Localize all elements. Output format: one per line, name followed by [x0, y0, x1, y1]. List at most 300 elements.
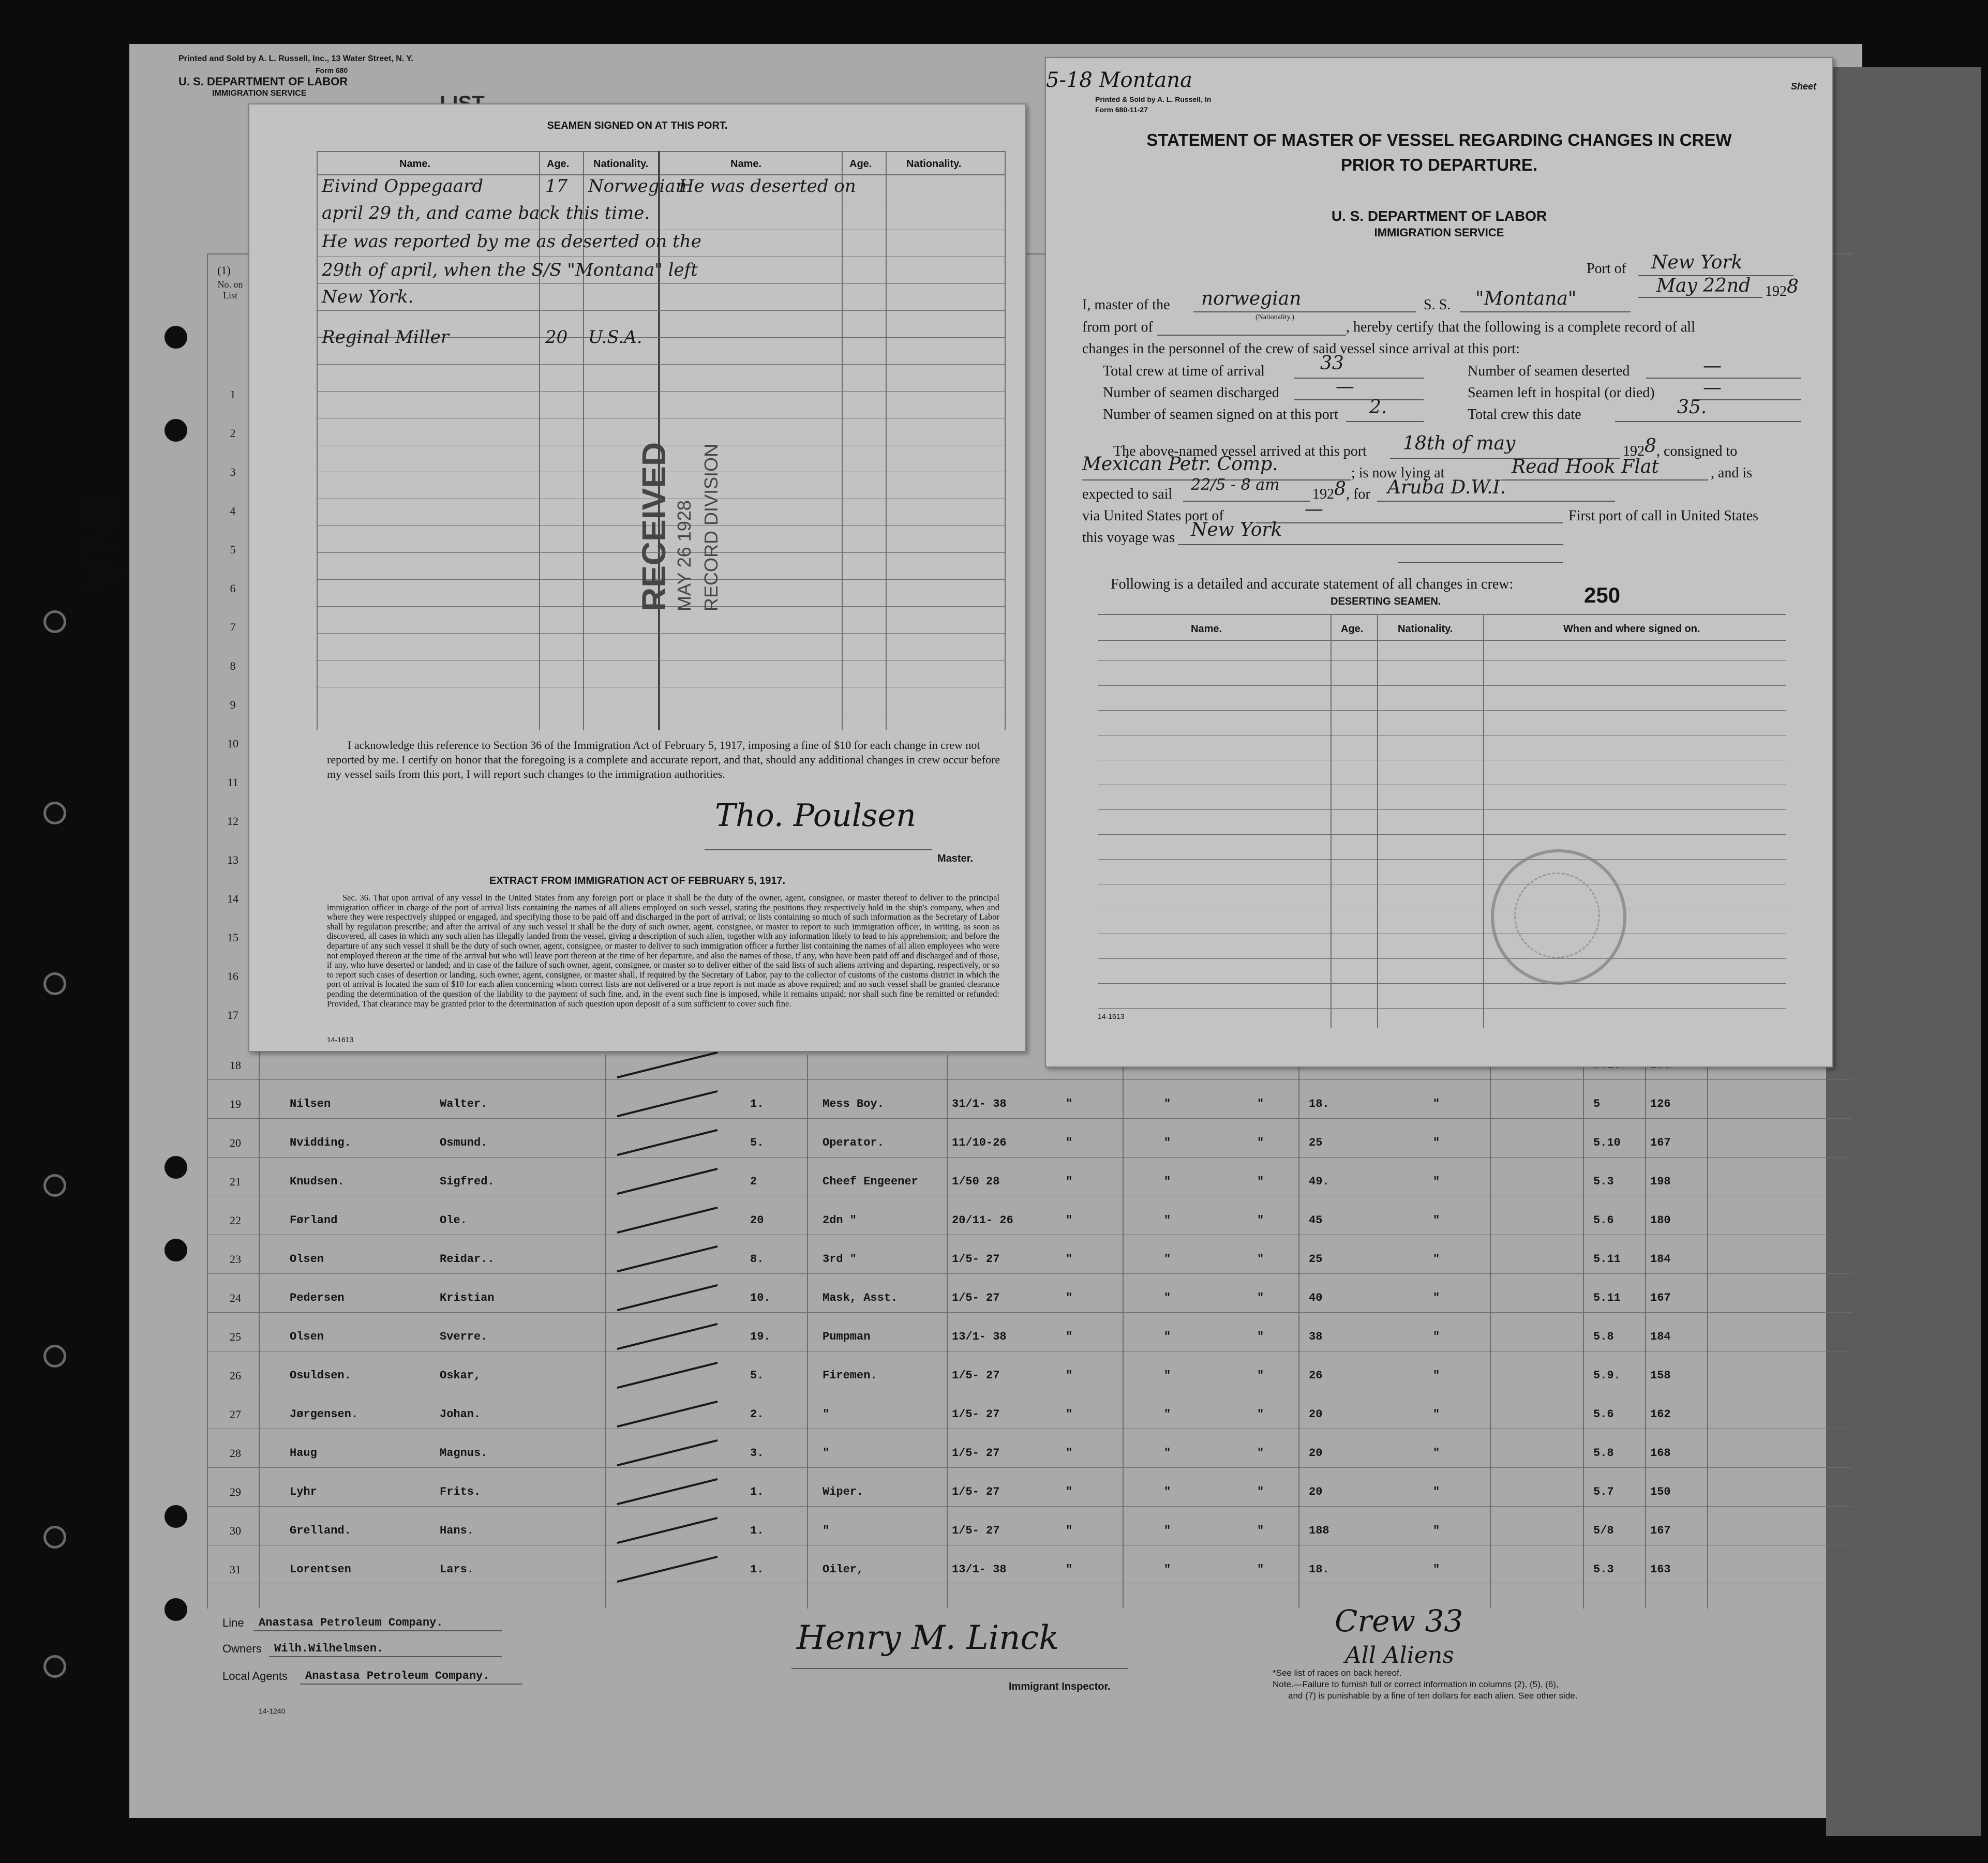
- row-position: Operator.: [823, 1136, 884, 1149]
- row-number: 11: [227, 776, 238, 789]
- row-height: 5.8: [1593, 1330, 1614, 1343]
- grid-line: [1005, 151, 1006, 730]
- row-age: 1.: [750, 1098, 764, 1110]
- binder-hole: [43, 1526, 66, 1549]
- lying-label: ; is now lying at: [1351, 465, 1445, 481]
- binder-hole: [165, 1505, 187, 1528]
- via-value: —: [1305, 499, 1323, 520]
- row-age: 1.: [750, 1563, 764, 1576]
- first-port-label: First port of call in United States: [1568, 508, 1759, 524]
- row-given: Johan.: [440, 1408, 481, 1421]
- row-d: 25: [1309, 1253, 1323, 1266]
- expected-year: 192: [1312, 486, 1334, 502]
- row-weight: 184: [1650, 1330, 1671, 1343]
- row-height: 5.6: [1593, 1408, 1614, 1421]
- port-label: Port of: [1587, 261, 1626, 277]
- row-weight: 167: [1650, 1524, 1671, 1537]
- arrived-year: 192: [1623, 443, 1645, 459]
- line-label: Line: [222, 1616, 244, 1629]
- row-rule: [207, 1273, 1852, 1274]
- row-position: Mask, Asst.: [823, 1291, 898, 1304]
- row-age: 5.: [750, 1369, 764, 1382]
- stat-underline: [1693, 399, 1801, 400]
- grid-line: [1583, 1055, 1584, 1609]
- column-no-label: No. on List: [217, 279, 243, 301]
- discharged-value: —: [1336, 376, 1354, 397]
- col-name: Name.: [399, 158, 431, 170]
- right-dept: U. S. DEPARTMENT OF LABOR: [1331, 208, 1547, 224]
- row-height: 5.11: [1593, 1291, 1621, 1304]
- stat-underline: [1346, 421, 1424, 422]
- row-a: ": [1066, 1175, 1073, 1188]
- row-given: Sverre.: [440, 1330, 488, 1343]
- right-service: IMMIGRATION SERVICE: [1374, 226, 1504, 239]
- footnote-3: and (7) is punishable by a fine of ten dollars for each alien. See other side.: [1288, 1691, 1578, 1701]
- master-statement-form: [1045, 57, 1833, 1068]
- row-c: ": [1257, 1291, 1264, 1304]
- binder-hole: [165, 1156, 187, 1179]
- row-given: Ole.: [440, 1214, 467, 1227]
- row-a: ": [1066, 1563, 1073, 1576]
- row-d: 18.: [1309, 1563, 1329, 1576]
- row-rule: [207, 1157, 1852, 1158]
- row-position: Cheef Engeener: [823, 1175, 918, 1188]
- arrived-value: 18th of may: [1403, 433, 1516, 454]
- form-number: Form 680: [316, 66, 348, 74]
- row-no: 25: [230, 1330, 241, 1343]
- row-rule: [207, 1079, 1852, 1080]
- grid-line: [207, 253, 208, 1609]
- row-engaged: 1/5- 27: [952, 1524, 1000, 1537]
- row-no: 21: [230, 1175, 241, 1188]
- row-age: 10.: [750, 1291, 771, 1304]
- row-b: ": [1164, 1563, 1171, 1576]
- nationality-sub: (Nationality.): [1255, 313, 1294, 321]
- row-a: ": [1066, 1369, 1073, 1382]
- row-engaged: 1/5- 27: [952, 1291, 1000, 1304]
- hospital-value: —: [1703, 377, 1722, 398]
- stat-underline: [1615, 421, 1801, 422]
- note-line-2: april 29 th, and came back this time.: [322, 203, 650, 223]
- expected-year-suffix: 8: [1334, 478, 1346, 500]
- row-weight: 167: [1650, 1291, 1671, 1304]
- row-e: ": [1433, 1214, 1440, 1227]
- row-c: ": [1257, 1330, 1264, 1343]
- binder-hole: [43, 1174, 66, 1197]
- row-engaged: 11/10-26: [952, 1136, 1007, 1149]
- note-line-1: He was deserted on: [679, 176, 856, 197]
- all-aliens-note: All Aliens: [1345, 1642, 1454, 1669]
- row-position: Firemen.: [823, 1369, 877, 1382]
- rule-line: [317, 391, 1005, 392]
- row-number: 15: [227, 931, 238, 944]
- row-age: 5.: [750, 1136, 764, 1149]
- grid-line: [807, 1055, 808, 1609]
- row-e: ": [1433, 1408, 1440, 1421]
- row-age: 3.: [750, 1447, 764, 1460]
- row-height: 5.11: [1593, 1253, 1621, 1266]
- binder-hole: [165, 326, 187, 349]
- row-d: 40: [1309, 1291, 1323, 1304]
- row-no: 20: [230, 1136, 241, 1149]
- rule-line: [317, 633, 1005, 634]
- discharged-label: Number of seamen discharged: [1103, 385, 1279, 401]
- row-surname: Osuldsen.: [290, 1369, 351, 1382]
- row-no: 26: [230, 1369, 241, 1382]
- row-age: 2: [750, 1175, 757, 1188]
- deserted-value: —: [1703, 355, 1722, 377]
- row-given: Magnus.: [440, 1447, 488, 1460]
- row-age: 1.: [750, 1524, 764, 1537]
- arrived-year-suffix: 8: [1645, 435, 1656, 457]
- agents-value: Anastasa Petroleum Company.: [305, 1670, 490, 1682]
- voyage-value: New York: [1191, 519, 1282, 540]
- footnote-races: *See list of races on back hereof.: [1273, 1668, 1402, 1678]
- row-engaged: 1/5- 27: [952, 1408, 1000, 1421]
- row-d: 49.: [1309, 1175, 1329, 1188]
- col-nationality: Nationality.: [593, 158, 649, 170]
- row-age: 19.: [750, 1330, 771, 1343]
- entry-2-nationality: U.S.A.: [588, 327, 642, 348]
- row-a: ": [1066, 1524, 1073, 1537]
- row-height: 5.3: [1593, 1175, 1614, 1188]
- consigned-label: , consigned to: [1656, 443, 1738, 459]
- row-engaged: 1/5- 27: [952, 1253, 1000, 1266]
- row-b: ": [1164, 1291, 1171, 1304]
- binder-hole: [165, 1598, 187, 1621]
- row-c: ": [1257, 1563, 1264, 1576]
- row-e: ": [1433, 1253, 1440, 1266]
- row-position: 3rd ": [823, 1253, 857, 1266]
- row-d: 188: [1309, 1524, 1329, 1537]
- row-weight: 150: [1650, 1485, 1671, 1498]
- row-b: ": [1164, 1253, 1171, 1266]
- binder-hole: [43, 802, 66, 824]
- crew-count-note: Crew 33: [1335, 1603, 1463, 1639]
- row-c: ": [1257, 1408, 1264, 1421]
- date-underline: [1638, 297, 1762, 298]
- row-weight: 168: [1650, 1447, 1671, 1460]
- seamen-signed-on-form: [248, 103, 1026, 1052]
- row-e: ": [1433, 1485, 1440, 1498]
- row-a: ": [1066, 1214, 1073, 1227]
- via-underline: [1255, 522, 1563, 523]
- rule-line: [317, 310, 1005, 311]
- row-age: 1.: [750, 1485, 764, 1498]
- rule-line: [1098, 983, 1786, 984]
- row-number: 1: [230, 388, 236, 401]
- row-number: 17: [227, 1009, 238, 1021]
- right-printer: Printed & Sold by A. L. Russell, In: [1095, 95, 1212, 103]
- stat-underline: [1294, 399, 1424, 400]
- left-form-code: 14-1613: [327, 1035, 354, 1044]
- row-given: Frits.: [440, 1485, 481, 1498]
- line-value: Anastasa Petroleum Company.: [259, 1616, 443, 1629]
- inspector-underline: [791, 1668, 1128, 1669]
- total-crew-arrival-value: 33: [1320, 353, 1344, 374]
- row-number: 16: [227, 970, 238, 983]
- grid-line: [1298, 1055, 1299, 1609]
- row-no: 18: [230, 1059, 241, 1072]
- line-underline: [253, 1630, 502, 1631]
- row-given: Sigfred.: [440, 1175, 495, 1188]
- col-age: Age.: [547, 158, 570, 170]
- entry-1-name: Eivind Oppegaard: [322, 176, 484, 197]
- row-c: ": [1257, 1098, 1264, 1110]
- received-stamp: RECEIVED: [635, 442, 672, 611]
- row-no: 19: [230, 1098, 241, 1110]
- row-number: 9: [230, 698, 236, 711]
- statement-title-2: PRIOR TO DEPARTURE.: [1340, 155, 1538, 174]
- row-surname: Nvidding.: [290, 1136, 351, 1149]
- row-b: ": [1164, 1485, 1171, 1498]
- row-given: Hans.: [440, 1524, 474, 1537]
- row-a: ": [1066, 1447, 1073, 1460]
- stat-underline: [1294, 378, 1424, 379]
- total-crew-value: 35.: [1677, 397, 1707, 418]
- row-no: 29: [230, 1485, 241, 1498]
- row-a: ": [1066, 1330, 1073, 1343]
- row-e: ": [1433, 1563, 1440, 1576]
- official-seal-inner: [1514, 873, 1600, 958]
- row-engaged: 31/1- 38: [952, 1098, 1007, 1110]
- extract-text: Sec. 36. That upon arrival of any vessel in the United States from any foreign port or place it shall be the duty of the owner, agent, consignee, or master thereof to deliver to the principal immigration officer in charge of the port of arrival lists containing the names of all aliens employed on such vessel, stating the positions they respectively hold in the ship's company, when and where they were respectively shipped or engaged, and specifying those to be paid off and discharged in the port of arrival; or lists containing so much of such information as the Secretary of Labor shall by regulation prescribe; and after the arrival of any such vessel it shall be the duty of such owner, agent, consignee, or master to report to such immigration officer, in writing, as soon as discovered, all cases in which any such alien has illegally landed from the vessel, giving a description of such alien, together with any information likely to lead to his apprehension; and before the departure of any such vessel it shall be the duty of such owner, agent, consignee, or master to deliver to such immigration officer a further list containing the names of all alien employees who were not employed thereon at the time of the arrival but who will leave port thereon at the time of her departure, and also the names of those, if any, who have been paid off and discharged and of those, if any, who have deserted or landed; and in case of the failure of such owner, agent, consignee, or master so to deliver either of the said lists of such aliens arriving and departing, respectively, or so to report such cases of desertion or landing, such owner, agent, consignee, or master shall, if required by the Secretary of Labor, pay to the collector of customs of the customs district in which the port of arrival is located the sum of $10 for each alien concerning whom correct lists are not delivered or a true report is not made as above required; and no such vessel shall be granted clearance pending the determination of the question of the liability to the payment of such fine, and, in the event such fine is imposed, while it remains unpaid; nor shall such fine be remitted or refunded: Provided, That clearance may be granted prior to the determination of such question upon deposit of a sum sufficient to cover such fine.: [327, 893, 999, 1009]
- row-weight: 126: [1650, 1098, 1671, 1110]
- row-c: ": [1257, 1214, 1264, 1227]
- rule-line: [1098, 1008, 1786, 1009]
- row-number: 4: [230, 504, 236, 517]
- owners-value: Wilh.Wilhelmsen.: [274, 1642, 384, 1655]
- footnote-2: Note.—Failure to furnish full or correct information in columns (2), (5), (6),: [1273, 1679, 1559, 1689]
- port-value: New York: [1651, 252, 1743, 273]
- grid-line: [1331, 614, 1332, 1028]
- des-col-age: Age.: [1341, 623, 1364, 635]
- owners-underline: [269, 1656, 502, 1657]
- row-no: 22: [230, 1214, 241, 1227]
- des-col-signed: When and where signed on.: [1563, 623, 1700, 635]
- row-engaged: 1/5- 27: [952, 1447, 1000, 1460]
- voyage-label: this voyage was: [1082, 530, 1175, 546]
- row-rule: [207, 1312, 1852, 1313]
- col-age-2: Age.: [849, 158, 872, 170]
- for-underline: [1377, 501, 1615, 502]
- arrived-label: The above-named vessel arrived at this port: [1113, 443, 1367, 459]
- ss-underline: [1460, 311, 1631, 312]
- grid-line: [886, 151, 887, 730]
- row-b: ": [1164, 1447, 1171, 1460]
- row-weight: 163: [1650, 1563, 1671, 1576]
- col-nationality-2: Nationality.: [906, 158, 962, 170]
- year-suffix: 8: [1787, 276, 1799, 297]
- grid-line: [947, 1055, 948, 1609]
- agents-label: Local Agents: [222, 1670, 288, 1682]
- row-given: Lars.: [440, 1563, 474, 1576]
- column-marker: (1): [217, 264, 231, 277]
- row-number: 2: [230, 427, 236, 440]
- row-age: 8.: [750, 1253, 764, 1266]
- lying-underline: [1501, 479, 1708, 480]
- des-col-name: Name.: [1191, 623, 1222, 635]
- consignee-value: Mexican Petr. Comp.: [1082, 454, 1278, 475]
- row-engaged: 1/50 28: [952, 1175, 1000, 1188]
- grid-line: [1098, 614, 1786, 615]
- row-b: ": [1164, 1524, 1171, 1537]
- lying-value: Read Hook Flat: [1512, 456, 1659, 477]
- row-e: ": [1433, 1291, 1440, 1304]
- binder-hole: [43, 1345, 66, 1368]
- grid-line: [317, 174, 1005, 175]
- row-height: 5/8: [1593, 1524, 1614, 1537]
- row-engaged: 13/1- 38: [952, 1330, 1007, 1343]
- binder-hole: [43, 1655, 66, 1678]
- row-b: ": [1164, 1214, 1171, 1227]
- row-surname: Lyhr: [290, 1485, 317, 1498]
- row-c: ": [1257, 1175, 1264, 1188]
- row-height: 5.8: [1593, 1447, 1614, 1460]
- row-engaged: 13/1- 38: [952, 1563, 1007, 1576]
- grid-line: [605, 1055, 606, 1609]
- row-surname: Haug: [290, 1447, 317, 1460]
- row-e: ": [1433, 1175, 1440, 1188]
- row-surname: Olsen: [290, 1330, 324, 1343]
- row-position: ": [823, 1447, 830, 1460]
- row-position: Pumpman: [823, 1330, 871, 1343]
- row-c: ": [1257, 1369, 1264, 1382]
- row-age: 20: [750, 1214, 764, 1227]
- entry-2-name: Reginal Miller: [322, 327, 450, 348]
- row-position: Mess Boy.: [823, 1098, 884, 1110]
- received-stamp-division: RECORD DIVISION: [700, 443, 722, 611]
- row-height: 5: [1593, 1098, 1601, 1110]
- row-position: ": [823, 1524, 830, 1537]
- row-no: 27: [230, 1408, 241, 1421]
- row-weight: 167: [1650, 1136, 1671, 1149]
- master-of-label: I, master of the: [1082, 297, 1170, 313]
- service-title: IMMIGRATION SERVICE: [212, 89, 307, 98]
- row-e: ": [1433, 1136, 1440, 1149]
- row-number: 6: [230, 582, 236, 595]
- rule-line: [1098, 834, 1786, 835]
- owners-label: Owners: [222, 1642, 262, 1655]
- row-surname: Nilsen: [290, 1098, 331, 1110]
- note-line-3: He was reported by me as deserted on the: [322, 231, 701, 252]
- row-number: 7: [230, 621, 236, 634]
- row-surname: Lorentsen: [290, 1563, 351, 1576]
- row-b: ": [1164, 1136, 1171, 1149]
- entry-1-nationality: Norwegian: [588, 176, 687, 197]
- rule-line: [1098, 859, 1786, 860]
- master-label: Master.: [937, 853, 973, 864]
- inspector-signature: Henry M. Linck: [797, 1619, 1059, 1657]
- row-given: Oskar,: [440, 1369, 481, 1382]
- row-position: ": [823, 1408, 830, 1421]
- row-d: 18.: [1309, 1098, 1329, 1110]
- master-signature: Tho. Poulsen: [715, 798, 916, 834]
- changes-text: changes in the personnel of the crew of said vessel since arrival at this port:: [1082, 341, 1520, 357]
- following-text: Following is a detailed and accurate statement of all changes in crew:: [1111, 576, 1514, 592]
- agents-underline: [300, 1684, 522, 1685]
- row-e: ": [1433, 1447, 1440, 1460]
- row-weight: 162: [1650, 1408, 1671, 1421]
- grid-line: [1098, 640, 1786, 641]
- row-a: ": [1066, 1291, 1073, 1304]
- inspector-label: Immigrant Inspector.: [1009, 1681, 1111, 1692]
- voyage-underline-2: [1398, 562, 1563, 563]
- row-no: 30: [230, 1524, 241, 1537]
- row-d: 26: [1309, 1369, 1323, 1382]
- total-crew-label: Total crew this date: [1468, 407, 1581, 423]
- grid-line: [1707, 1055, 1708, 1609]
- row-b: ": [1164, 1330, 1171, 1343]
- grid-line: [1483, 614, 1484, 1028]
- via-label: via United States port of: [1082, 508, 1224, 524]
- row-engaged: 1/5- 27: [952, 1485, 1000, 1498]
- grid-line: [317, 151, 1005, 152]
- deserting-header: DESERTING SEAMEN.: [1331, 596, 1441, 607]
- sheet-label: Sheet: [1791, 81, 1817, 92]
- row-no: 31: [230, 1563, 241, 1576]
- grid-line: [1490, 1055, 1491, 1609]
- acknowledgement-text: I acknowledge this reference to Section 36 of the Immigration Act of February 5, 1917, imposing a fine of $10 for each change in crew not reported by me. I certify on honor that the foregoing is a complete and accurate report, and that, should any additional changes in crew occur before my vessel sails from this port, I will report such changes to the immigration authorities.: [327, 739, 1000, 780]
- row-position: Oiler,: [823, 1563, 864, 1576]
- row-weight: 158: [1650, 1369, 1671, 1382]
- row-number: 14: [227, 892, 238, 905]
- printer-line: Printed and Sold by A. L. Russell, Inc., 13 Water Street, N. Y.: [178, 54, 413, 63]
- row-number: 8: [230, 659, 236, 672]
- row-height: 5.6: [1593, 1214, 1614, 1227]
- row-e: ": [1433, 1369, 1440, 1382]
- row-surname: Olsen: [290, 1253, 324, 1266]
- right-form-code: 14-1613: [1098, 1012, 1125, 1020]
- stamp-number: 250: [1584, 583, 1621, 607]
- row-height: 5.7: [1593, 1485, 1614, 1498]
- row-weight: 184: [1650, 1253, 1671, 1266]
- row-age: 2.: [750, 1408, 764, 1421]
- rule-line: [1098, 685, 1786, 686]
- rule-line: [1098, 958, 1786, 959]
- binder-hole: [43, 610, 66, 633]
- row-b: ": [1164, 1175, 1171, 1188]
- row-weight: 198: [1650, 1175, 1671, 1188]
- col-name-2: Name.: [730, 158, 762, 170]
- extract-title: EXTRACT FROM IMMIGRATION ACT OF FEBRUARY 5, 1917.: [489, 875, 786, 887]
- department-title: U. S. DEPARTMENT OF LABOR: [178, 75, 348, 88]
- backsheet-form-code: 14-1240: [259, 1707, 286, 1715]
- for-value: Aruba D.W.I.: [1387, 477, 1506, 498]
- ss-value: "Montana": [1475, 288, 1577, 309]
- binder-hole: [165, 1239, 187, 1261]
- and-is: , and is: [1711, 465, 1753, 481]
- grid-line: [317, 151, 318, 730]
- right-board: [1826, 67, 1981, 1836]
- row-b: ": [1164, 1098, 1171, 1110]
- top-note: 5-18 Montana: [1046, 68, 1192, 92]
- from-port-label: from port of: [1082, 319, 1153, 335]
- deserted-label: Number of seamen deserted: [1468, 363, 1630, 379]
- row-rule: [207, 1118, 1852, 1119]
- row-no: 23: [230, 1253, 241, 1266]
- row-number: 13: [227, 853, 238, 866]
- grid-line: [842, 151, 843, 730]
- row-engaged: 1/5- 27: [952, 1369, 1000, 1382]
- row-d: 45: [1309, 1214, 1323, 1227]
- signed-on-value: 2.: [1369, 397, 1387, 418]
- row-no: 28: [230, 1447, 241, 1460]
- row-d: 20: [1309, 1485, 1323, 1498]
- row-surname: Pedersen: [290, 1291, 345, 1304]
- grid-line: [1645, 1055, 1646, 1609]
- grid-line: [1377, 614, 1378, 1028]
